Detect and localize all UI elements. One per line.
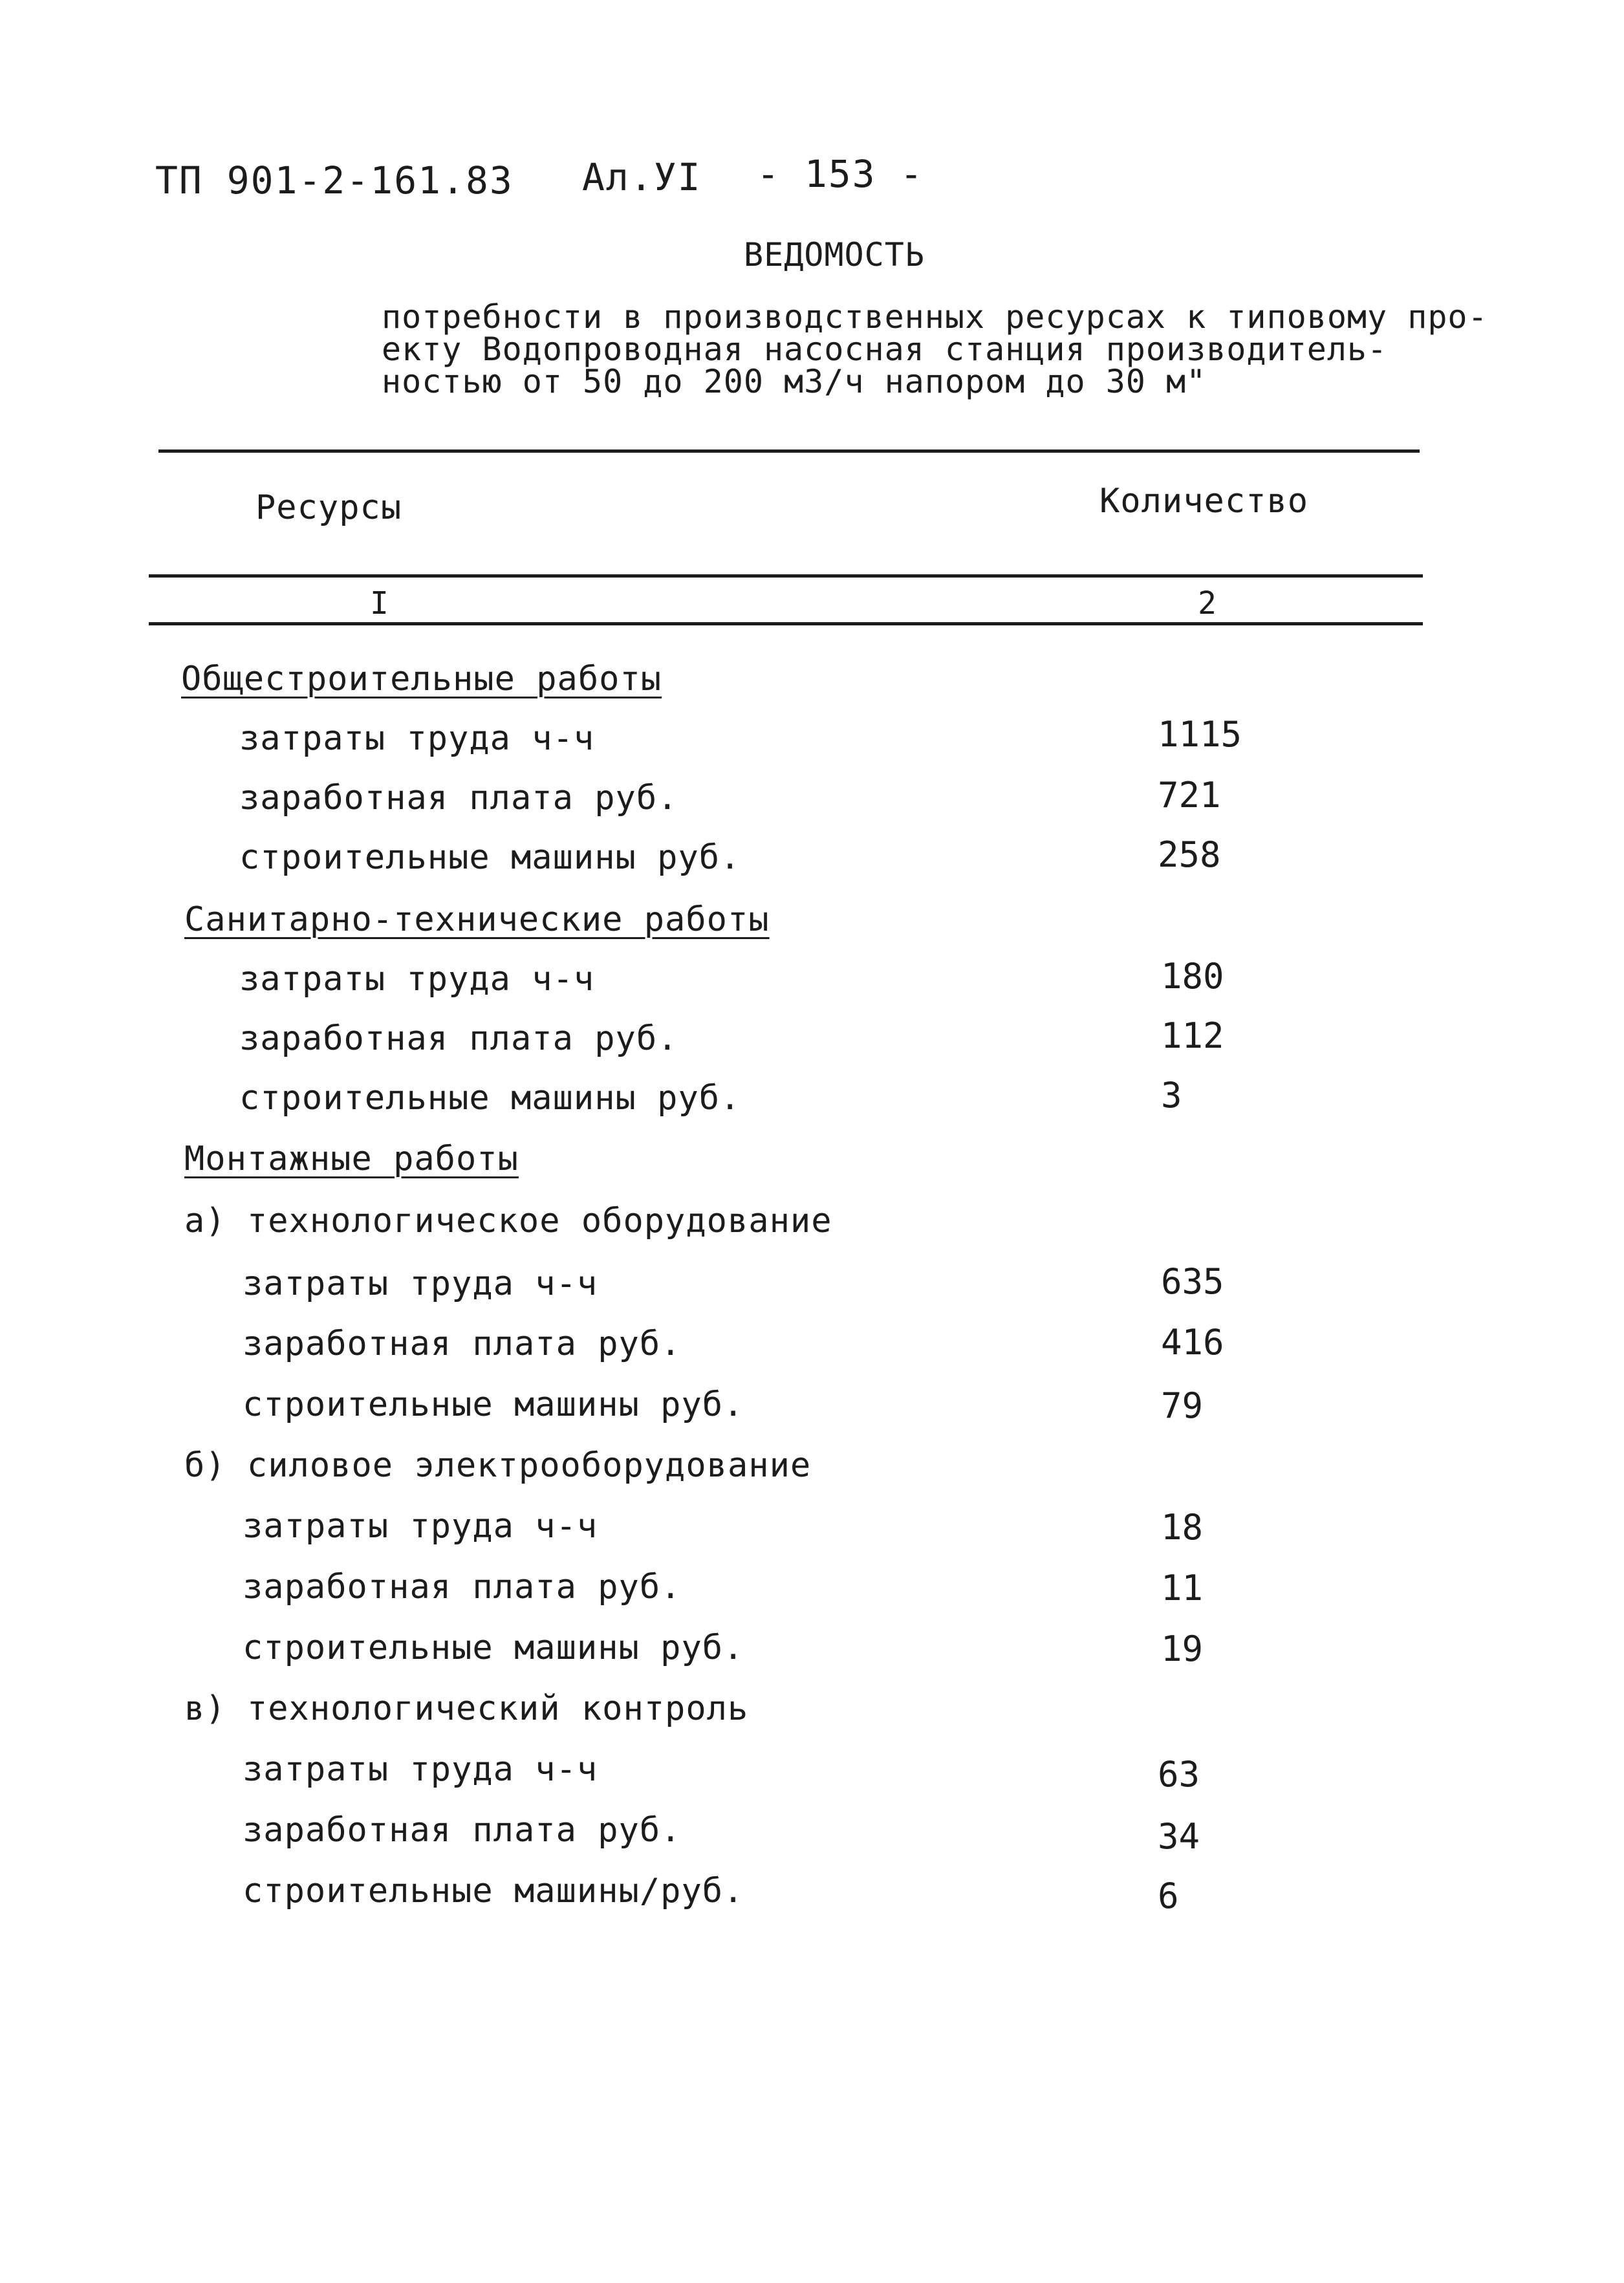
- row-value: 180: [1161, 956, 1224, 997]
- column-number-2: 2: [1198, 585, 1217, 622]
- subsection-technological-control: в) технологический контроль: [184, 1689, 749, 1728]
- row-label: заработная плата руб.: [243, 1325, 682, 1363]
- row-value: 19: [1161, 1628, 1204, 1669]
- intro-line-2: екту Водопроводная насосная станция производитель-: [382, 330, 1388, 368]
- section-sanitary-technical: Санитарно-технические работы: [184, 900, 770, 939]
- row-value: 18: [1161, 1507, 1204, 1548]
- column-header-quantity: Количество: [1099, 482, 1309, 521]
- album-number: Ал.УI: [582, 155, 702, 199]
- row-value: 79: [1161, 1385, 1204, 1426]
- row-label: затраты труда ч-ч: [239, 960, 595, 999]
- row-label: заработная плата руб.: [243, 1568, 682, 1607]
- row-label: заработная плата руб.: [243, 1811, 682, 1850]
- section-general-construction: Общестроительные работы: [181, 660, 662, 698]
- row-value: 63: [1158, 1754, 1200, 1795]
- intro-line-3: ностью от 50 до 200 м3/ч напором до 30 м": [382, 363, 1207, 400]
- subsection-technological-equipment: а) технологическое оборудование: [184, 1202, 832, 1240]
- document-title: ВЕДОМОСТЬ: [744, 236, 925, 274]
- section-installation: Монтажные работы: [184, 1140, 519, 1178]
- row-label: заработная плата руб.: [239, 779, 678, 817]
- row-value: 112: [1161, 1015, 1224, 1056]
- row-label: заработная плата руб.: [239, 1019, 678, 1058]
- table-top-rule: [158, 449, 1420, 453]
- row-label: строительные машины руб.: [243, 1628, 744, 1667]
- row-value: 6: [1158, 1876, 1179, 1916]
- header-bottom-rule: [149, 574, 1423, 578]
- subsection-power-electrical: б) силовое электрооборудование: [184, 1446, 812, 1485]
- row-label: затраты труда ч-ч: [243, 1750, 598, 1789]
- column-header-resources: Ресурсы: [255, 488, 402, 527]
- column-number-rule: [149, 622, 1423, 625]
- row-value: 3: [1161, 1075, 1182, 1116]
- row-value: 34: [1158, 1816, 1200, 1857]
- row-value: 11: [1161, 1568, 1204, 1608]
- row-label: затраты труда ч-ч: [243, 1264, 598, 1303]
- row-label: затраты труда ч-ч: [243, 1507, 598, 1546]
- document-code: ТП 901-2-161.83: [155, 158, 514, 202]
- column-number-1: I: [370, 585, 389, 622]
- row-value: 721: [1158, 775, 1221, 816]
- row-value: 258: [1158, 834, 1221, 875]
- page-number: - 153 -: [757, 152, 924, 196]
- intro-line-1: потребности в производственных ресурсах к типовому про-: [382, 298, 1488, 336]
- row-value: 1115: [1158, 714, 1242, 755]
- row-label: строительные машины руб.: [239, 838, 741, 877]
- row-label: строительные машины руб.: [243, 1385, 744, 1424]
- row-label: строительные машины/руб.: [243, 1872, 744, 1910]
- row-label: затраты труда ч-ч: [239, 719, 595, 758]
- row-label: строительные машины руб.: [239, 1079, 741, 1118]
- row-value: 635: [1161, 1261, 1224, 1302]
- row-value: 416: [1161, 1322, 1224, 1363]
